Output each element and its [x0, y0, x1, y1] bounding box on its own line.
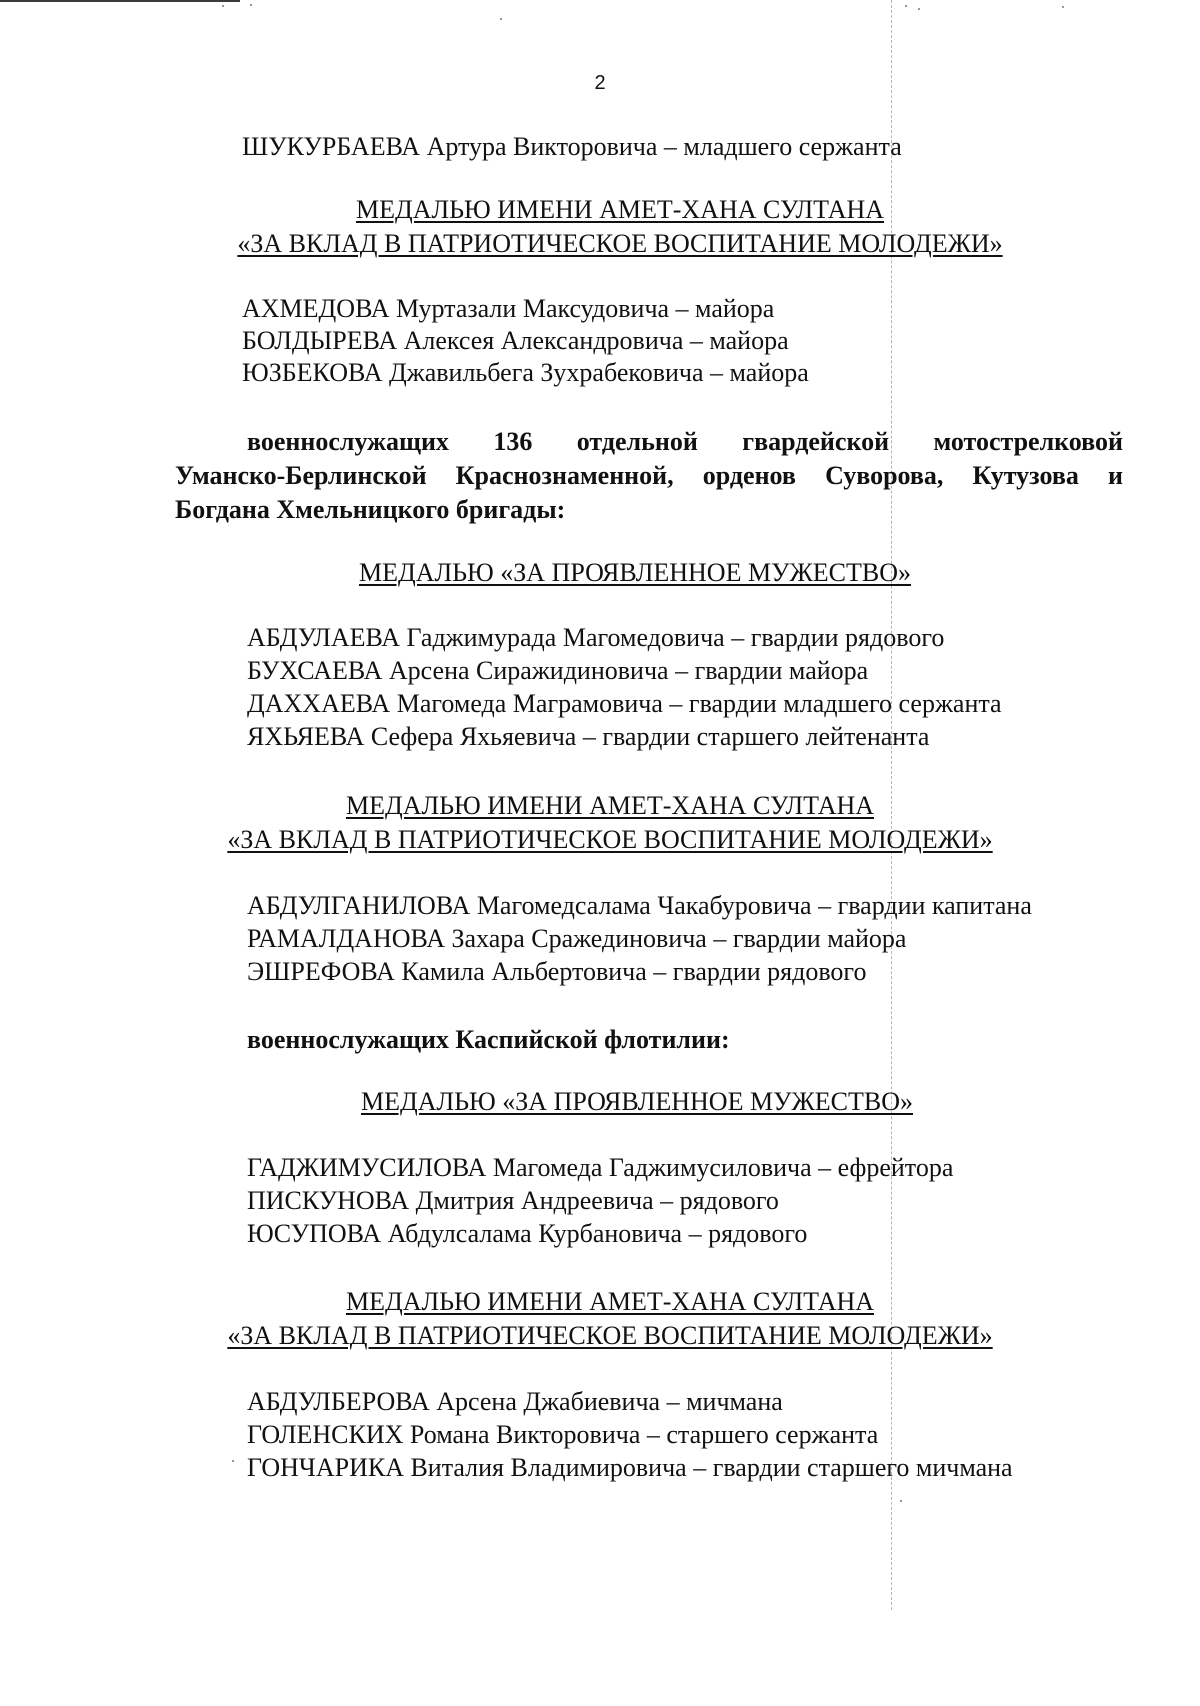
person-surname: ЮЗБЕКОВА: [242, 358, 383, 387]
unit-paragraph-line: военнослужащих 136 отдельной гвардейской мотострелковой: [247, 427, 1123, 456]
person-surname: БУХСАЕВА: [247, 656, 383, 685]
award-heading: [0, 227, 1200, 261]
person-details: Магомеда Маграмовича – гвардии младшего сержанта: [390, 689, 1002, 718]
scan-speck: [905, 5, 907, 7]
scan-speck: [222, 5, 224, 7]
person-details: Дмитрия Андреевича – рядового: [409, 1186, 779, 1215]
person-details: Алексея Александровича – майора: [397, 326, 789, 355]
person-details: Магомеда Гаджимусиловича – ефрейтора: [486, 1153, 954, 1182]
unit-paragraph-line: военнослужащих Каспийской флотилии:: [247, 1025, 730, 1054]
list-item: [247, 688, 1002, 720]
person-details: Абдулсалама Курбановича – рядового: [381, 1219, 808, 1248]
list-item: [247, 1185, 779, 1217]
person-surname: РАМАЛДАНОВА: [247, 924, 445, 953]
award-heading-line: МЕДАЛЬЮ ИМЕНИ АМЕТ-ХАНА СУЛТАНА: [355, 195, 885, 224]
person-surname: ЯХЬЯЕВА: [247, 722, 365, 751]
person-details: Виталия Владимировича – гвардии старшего мичмана: [403, 1453, 1013, 1482]
scan-edge-line: [0, 0, 240, 2]
person-surname: АБДУЛАЕВА: [247, 623, 401, 652]
list-item: [242, 357, 809, 389]
award-heading: [0, 556, 1200, 590]
person-details: Джавильбега Зухрабековича – майора: [382, 358, 809, 387]
person-surname: БОЛДЫРЕВА: [242, 326, 398, 355]
person-details: Захара Сражединовича – гвардии майора: [444, 924, 907, 953]
list-item: [247, 721, 929, 753]
person-surname: АХМЕДОВА: [242, 294, 390, 323]
unit-paragraph-line: Богдана Хмельницкого бригады:: [175, 495, 566, 524]
award-heading: [0, 193, 1200, 227]
list-item: [247, 1386, 783, 1418]
award-heading-line: «ЗА ВКЛАД В ПАТРИОТИЧЕСКОЕ ВОСПИТАНИЕ МОЛОДЕЖИ»: [227, 825, 993, 854]
list-item: [247, 923, 906, 955]
person-surname: АБДУЛБЕРОВА: [247, 1387, 430, 1416]
person-details: Камила Альбертовича – гвардии рядового: [394, 957, 867, 986]
person-surname: ЭШРЕФОВА: [247, 957, 395, 986]
person-details: Арсена Сиражидиновича – гвардии майора: [382, 656, 869, 685]
person-surname: ГОЛЕНСКИХ: [247, 1420, 404, 1449]
list-item: [247, 622, 944, 654]
award-heading: [0, 789, 1200, 823]
award-heading-line: «ЗА ВКЛАД В ПАТРИОТИЧЕСКОЕ ВОСПИТАНИЕ МОЛОДЕЖИ»: [237, 229, 1003, 258]
person-details: Магомедсалама Чакабуровича – гвардии капитана: [470, 891, 1032, 920]
award-heading-line: МЕДАЛЬЮ «ЗА ПРОЯВЛЕННОЕ МУЖЕСТВО»: [358, 558, 912, 587]
list-item: [247, 1452, 1013, 1484]
award-heading-line: МЕДАЛЬЮ «ЗА ПРОЯВЛЕННОЕ МУЖЕСТВО»: [360, 1087, 914, 1116]
scan-speck: [900, 1500, 902, 1502]
list-item: [247, 1419, 878, 1451]
list-item: [247, 1152, 953, 1184]
person-surname: ГАДЖИМУСИЛОВА: [247, 1153, 487, 1182]
person-surname: ЮСУПОВА: [247, 1219, 382, 1248]
person-details: Сефера Яхьяевича – гвардии старшего лейтенанта: [364, 722, 930, 751]
scan-speck: [250, 4, 252, 6]
list-item: [242, 325, 789, 357]
scan-speck: [1062, 6, 1064, 8]
person-details: Арсена Джабиевича – мичмана: [429, 1387, 783, 1416]
person-surname: АБДУЛГАНИЛОВА: [247, 891, 471, 920]
award-heading-line: МЕДАЛЬЮ ИМЕНИ АМЕТ-ХАНА СУЛТАНА: [345, 791, 875, 820]
list-item: [247, 655, 868, 687]
unit-paragraph: [175, 425, 1123, 527]
scan-speck: [918, 8, 920, 10]
list-item: [242, 293, 774, 325]
person-details: Артура Викторовича – младшего сержанта: [420, 132, 902, 161]
page-number: 2: [594, 72, 606, 94]
person-surname: ГОНЧАРИКА: [247, 1453, 404, 1482]
person-surname: ДАХХАЕВА: [247, 689, 391, 718]
award-heading-line: «ЗА ВКЛАД В ПАТРИОТИЧЕСКОЕ ВОСПИТАНИЕ МОЛОДЕЖИ»: [227, 1321, 993, 1350]
award-heading: [0, 1085, 1200, 1119]
award-heading: [0, 1285, 1200, 1319]
list-item: [242, 131, 902, 163]
person-details: Гаджимурада Магомедовича – гвардии рядового: [400, 623, 945, 652]
list-item: [247, 1218, 807, 1250]
award-heading: [0, 1319, 1200, 1353]
list-item: [247, 890, 1032, 922]
person-details: Муртазали Максудовича – майора: [389, 294, 775, 323]
award-heading-line: МЕДАЛЬЮ ИМЕНИ АМЕТ-ХАНА СУЛТАНА: [345, 1287, 875, 1316]
person-surname: ПИСКУНОВА: [247, 1186, 410, 1215]
award-heading: [0, 823, 1200, 857]
unit-paragraph-line: Уманско-Берлинской Краснознаменной, орденов Суворова, Кутузова и: [175, 461, 1123, 490]
scan-speck: [500, 18, 502, 20]
person-details: Романа Викторовича – старшего сержанта: [403, 1420, 879, 1449]
scan-speck: [232, 1460, 234, 1462]
person-surname: ШУКУРБАЕВА: [242, 132, 421, 161]
list-item: [247, 956, 866, 988]
